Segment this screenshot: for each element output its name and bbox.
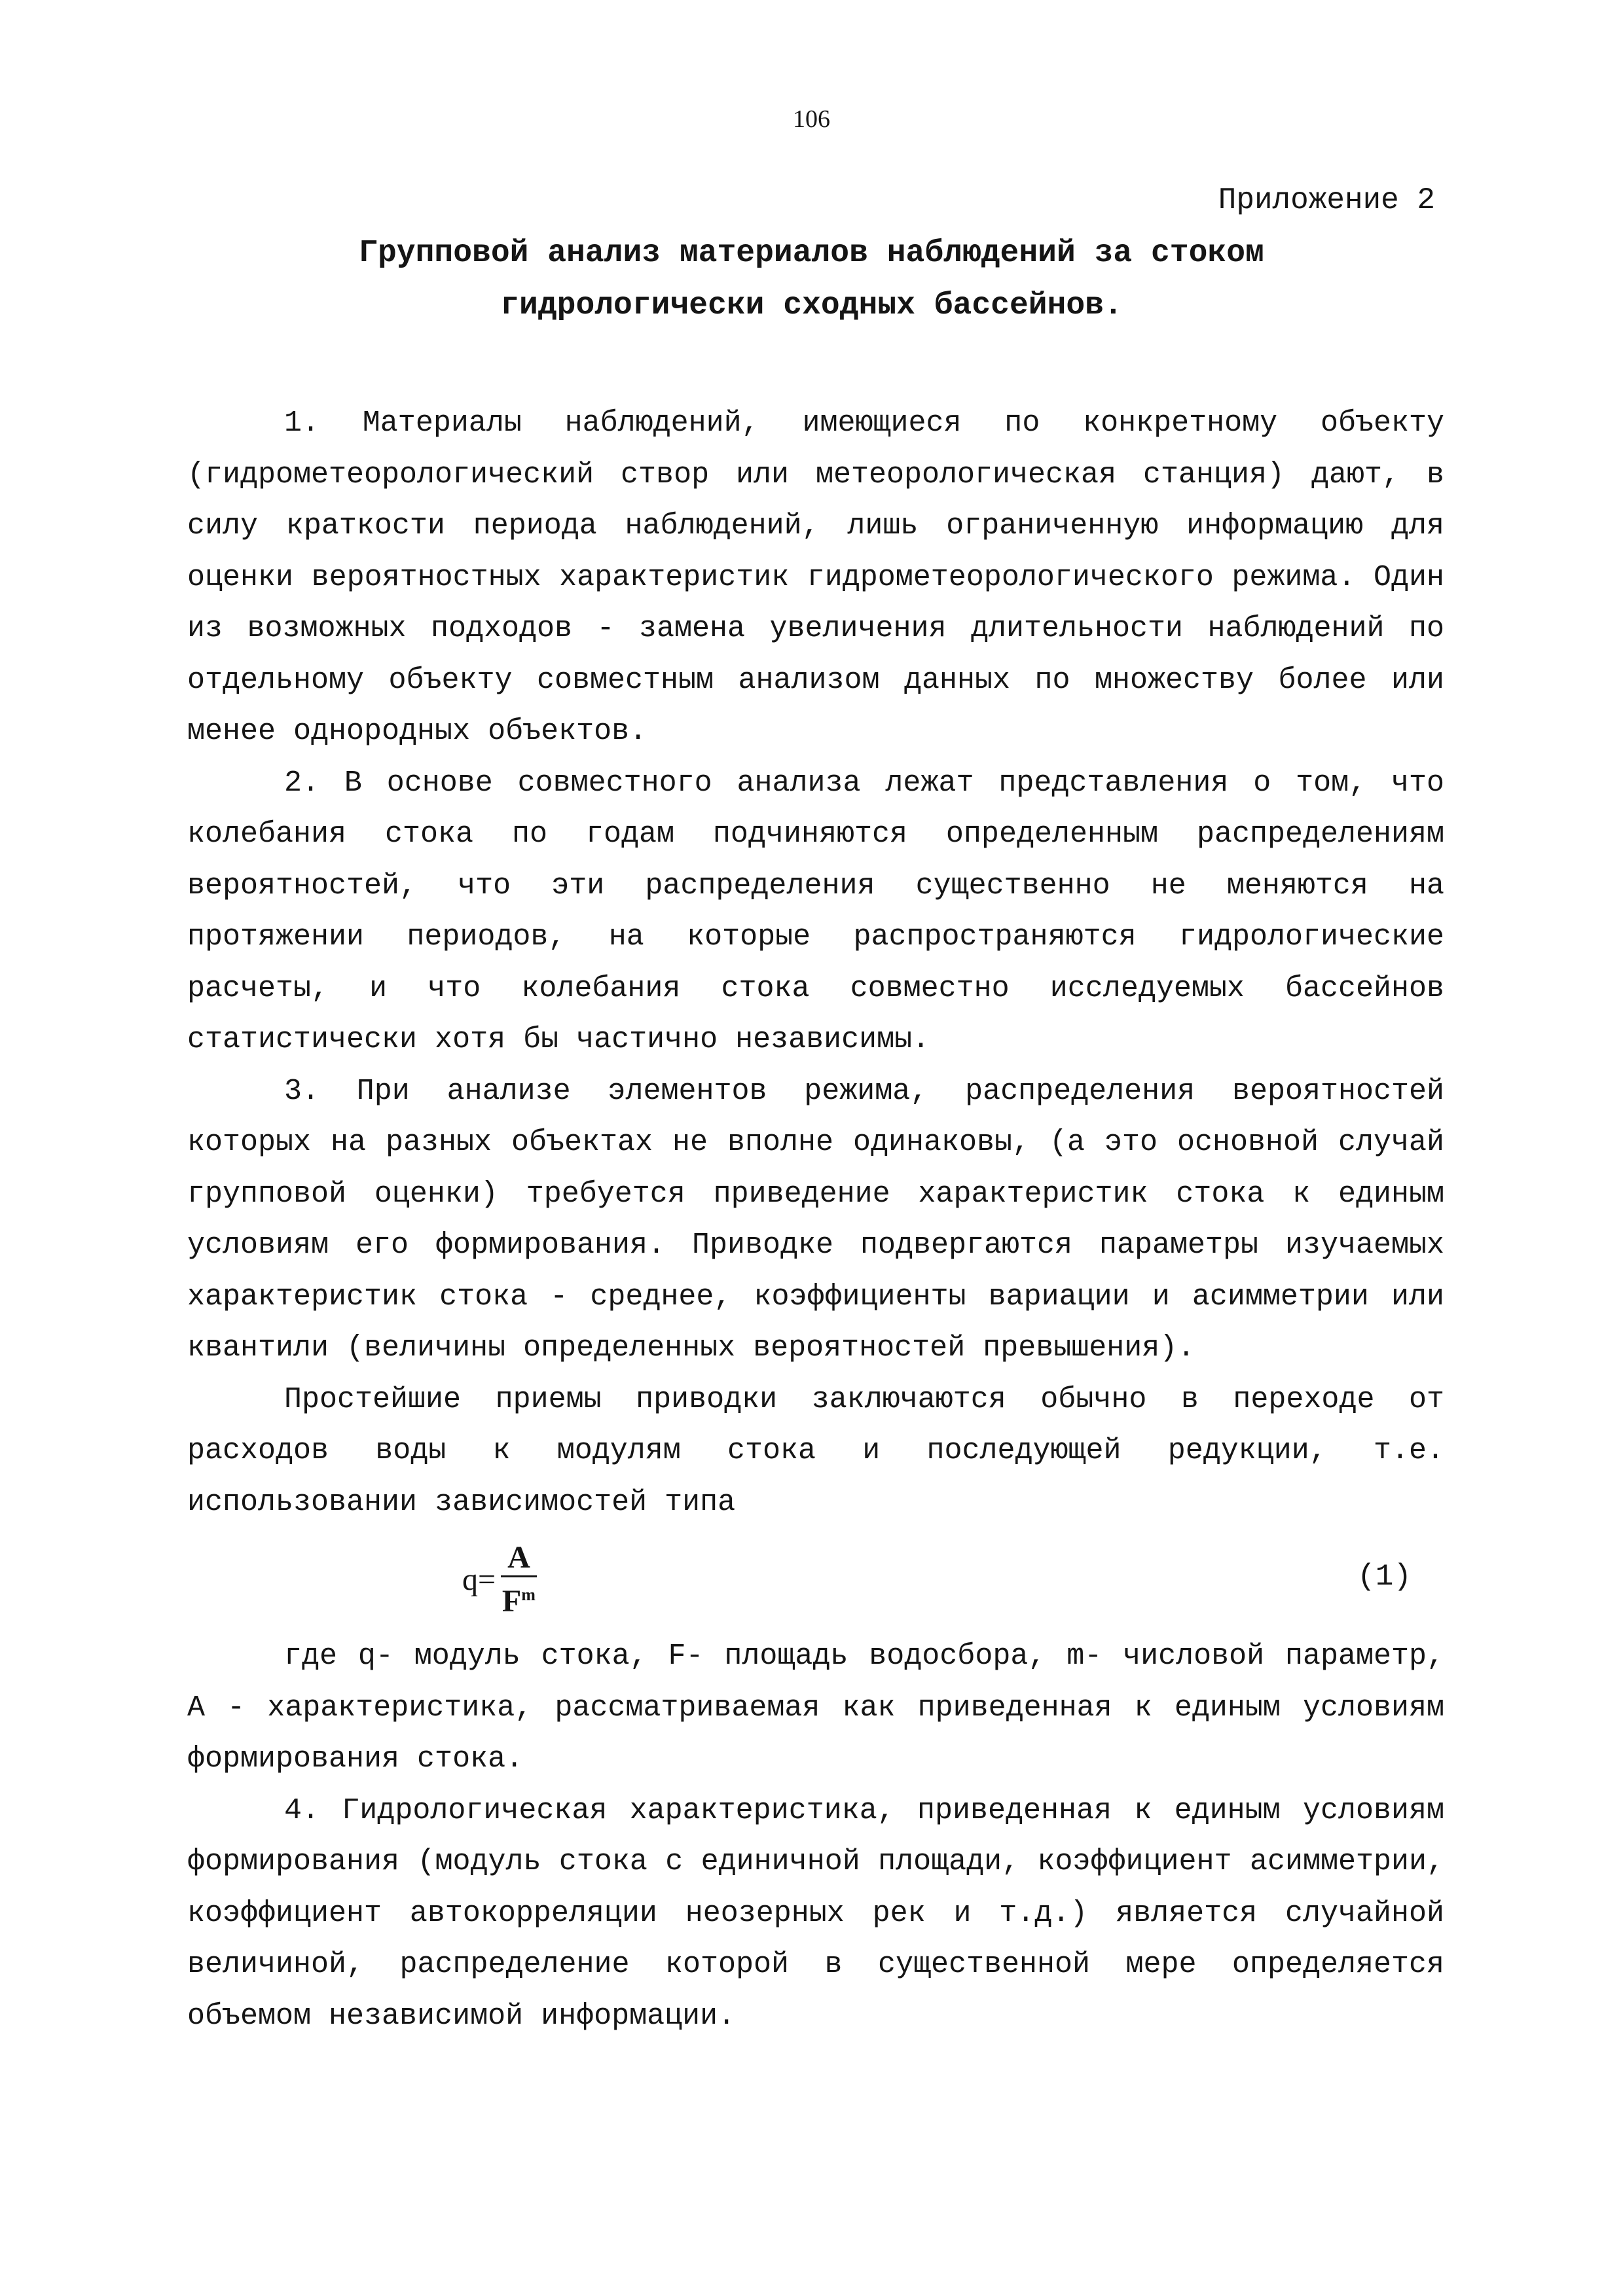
title-line-1: Групповой анализ материалов наблюдений за стоком bbox=[359, 236, 1264, 271]
page-number: 106 bbox=[793, 105, 830, 133]
formula-1 bbox=[187, 1528, 1444, 1631]
formula-denominator-wrap bbox=[502, 1577, 536, 1619]
paragraph-4: Простейшие приемы приводки заключаются обычно в переходе от расходов воды к модулям стока и последующей редукции, т.е. использовании зависимостей типа bbox=[187, 1382, 1444, 1519]
formula-numerator: A bbox=[501, 1540, 537, 1577]
paragraph-2: 2. В основе совместного анализа лежат представления о том, что колебания стока по годам подчиняются определенным распределениям вероятностей, что эти распределения существенно не меняются на протяжении периодов, на которые распространяются гидрологические расчеты, и что колебания стока совместно исследуемых бассейнов статистически хотя бы частично независимы. bbox=[187, 766, 1444, 1056]
body-text bbox=[187, 398, 1444, 2042]
formula-equals: = bbox=[478, 1562, 496, 1597]
formula-number: (1) bbox=[1357, 1560, 1412, 1594]
title-line-2: гидрологически сходных бассейнов. bbox=[500, 288, 1123, 323]
paragraph-6: 4. Гидрологическая характеристика, приведенная к единым условиям формирования (модуль стока с единичной площади, коэффициент асимметрии, коэффициент автокорреляции неозерных рек и т.д.) является случайной величиной, распределение которой в существенной мере определяется объемом независимой информации. bbox=[187, 1793, 1444, 2033]
paragraph-3: 3. При анализе элементов режима, распределения вероятностей которых на разных объектах не вполне одинаковы, (а это основной случай групповой оценки) требуется приведение характеристик стока к единым условиям его формирования. Приводке подвергаются параметры изучаемых характеристик стока - среднее, коэффициенты вариации и асимметрии или квантили (величины определенных вероятностей превышения). bbox=[187, 1074, 1444, 1365]
paragraph-5: где q- модуль стока, F- площадь водосбора, m- числовой параметр, A - характеристика, рассматриваемая как приведенная к единым условиям формирования стока. bbox=[187, 1640, 1444, 1776]
formula-exponent: m bbox=[521, 1585, 536, 1604]
formula-lhs: q bbox=[462, 1562, 478, 1597]
paragraph-1: 1. Материалы наблюдений, имеющиеся по конкретному объекту (гидрометеорологический створ или метеорологическая станция) дают, в силу краткости периода наблюдений, лишь ограниченную информацию для оценки вероятностных характеристик гидрометеорологического режима. Один из возможных подходов - замена увеличения длительности наблюдений по отдельному объекту совместным анализом данных по множеству более или менее однородных объектов. bbox=[187, 406, 1444, 748]
appendix-label: Приложение 2 bbox=[1218, 183, 1435, 217]
formula-fraction bbox=[501, 1540, 537, 1619]
formula-denominator: F bbox=[501, 1584, 522, 1619]
formula-expression bbox=[462, 1540, 537, 1619]
